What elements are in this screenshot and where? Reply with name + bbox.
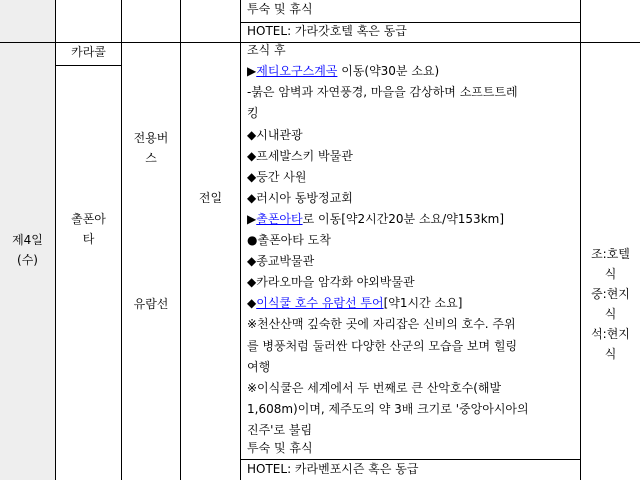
meal-lunch-line1: 중:현지: [591, 287, 630, 301]
schedule-religion-museum: ◆종교박물관: [247, 254, 315, 268]
meal-breakfast-line1: 조:호텔: [591, 247, 630, 261]
arrow-icon: ▶: [247, 64, 257, 78]
meal-lunch-line2: 식: [604, 307, 617, 321]
schedule-jeti-desc-1: -붉은 암벽과 자연풍경, 마을을 감상하며 소프트트레: [247, 85, 518, 99]
issyk-kul-cruise-link[interactable]: 이식쿨 호수 유람선 투어: [256, 296, 384, 310]
jeti-oguz-link[interactable]: 제티오구스계곡: [256, 64, 338, 78]
schedule-arrive: ●촐폰아타 도착: [247, 233, 331, 247]
meal-dinner-line2: 식: [604, 347, 617, 361]
schedule-przhevalsky-museum: ◆프세발스키 박물관: [247, 149, 353, 163]
prev-time-cell: [180, 0, 241, 43]
schedule-note1-line3: 여행: [247, 360, 271, 374]
cholpon-ata-link[interactable]: 촐폰아타: [256, 212, 303, 226]
schedule-note2-line3: 진주'로 불림: [247, 423, 313, 437]
schedule-hotel: HOTEL: 카라벤포시즌 혹은 동급: [247, 462, 419, 476]
diamond-icon: ◆: [247, 296, 257, 310]
city-cholpon-line1: 촐폰아: [71, 212, 106, 226]
schedule-move-line: [247, 209, 504, 229]
schedule-breakfast: 조식 후: [247, 43, 286, 57]
city-cell-main: [55, 65, 122, 480]
arrow-icon: ▶: [247, 212, 257, 226]
schedule-cruise-line: [247, 293, 462, 313]
transport-cruise: 유람선: [133, 297, 169, 311]
day-label: 제4일: [12, 233, 43, 247]
city-karakol: 카라콜: [71, 45, 106, 59]
meal-breakfast-line2: 식: [604, 267, 617, 281]
prev-transport-cell: [121, 0, 181, 43]
day-weekday: (수): [17, 253, 38, 267]
cruise-duration-text: [약1시간 소요]: [383, 296, 463, 310]
time-cell: [180, 42, 241, 480]
schedule-jeti-line: [247, 61, 439, 81]
schedule-jeti-desc-2: 킹: [247, 106, 259, 120]
move-travel-text: 로 이동[약2시간20분 소요/약153km]: [302, 212, 505, 226]
meal-dinner-line1: 석:현지: [591, 327, 630, 341]
schedule-note1-line1: ※천산산맥 깊숙한 곳에 자리잡은 신비의 호수. 주위: [247, 317, 516, 331]
schedule-city-tour: ◆시내관광: [247, 128, 303, 142]
schedule-note2-line2: 1,608m)이며, 제주도의 약 3배 크기로 '중앙아시아의: [247, 402, 529, 416]
schedule-dungan-mosque: ◆둥간 사원: [247, 170, 307, 184]
jeti-travel-text: 이동(약30분 소요): [337, 64, 440, 78]
prev-hotel-text: HOTEL: 가라갓호텔 혹은 동급: [247, 24, 407, 38]
schedule-note2-line1: ※이식쿨은 세계에서 두 번째로 큰 산악호수(해발: [247, 381, 502, 395]
transport-cell: [121, 42, 181, 480]
time-allday: 전일: [198, 191, 223, 205]
transport-bus-line2: 스: [145, 151, 157, 165]
schedule-petroglyph-museum: ◆카라오마을 암각화 야외박물관: [247, 275, 415, 289]
schedule-orthodox-church: ◆러시아 동방정교회: [247, 191, 353, 205]
prev-meal-cell: [580, 0, 640, 43]
schedule-rest: 투숙 및 휴식: [247, 441, 313, 455]
transport-bus-line1: 전용버: [133, 131, 169, 145]
prev-rest-text: 투숙 및 휴식: [247, 2, 313, 16]
city-cholpon-line2: 타: [82, 232, 95, 246]
schedule-note1-line2: 를 병풍처럼 둘러싼 다양한 산군의 모습을 보며 힐링: [247, 339, 518, 353]
prev-city-cell: [55, 0, 122, 43]
prev-day-cell: [0, 0, 56, 43]
